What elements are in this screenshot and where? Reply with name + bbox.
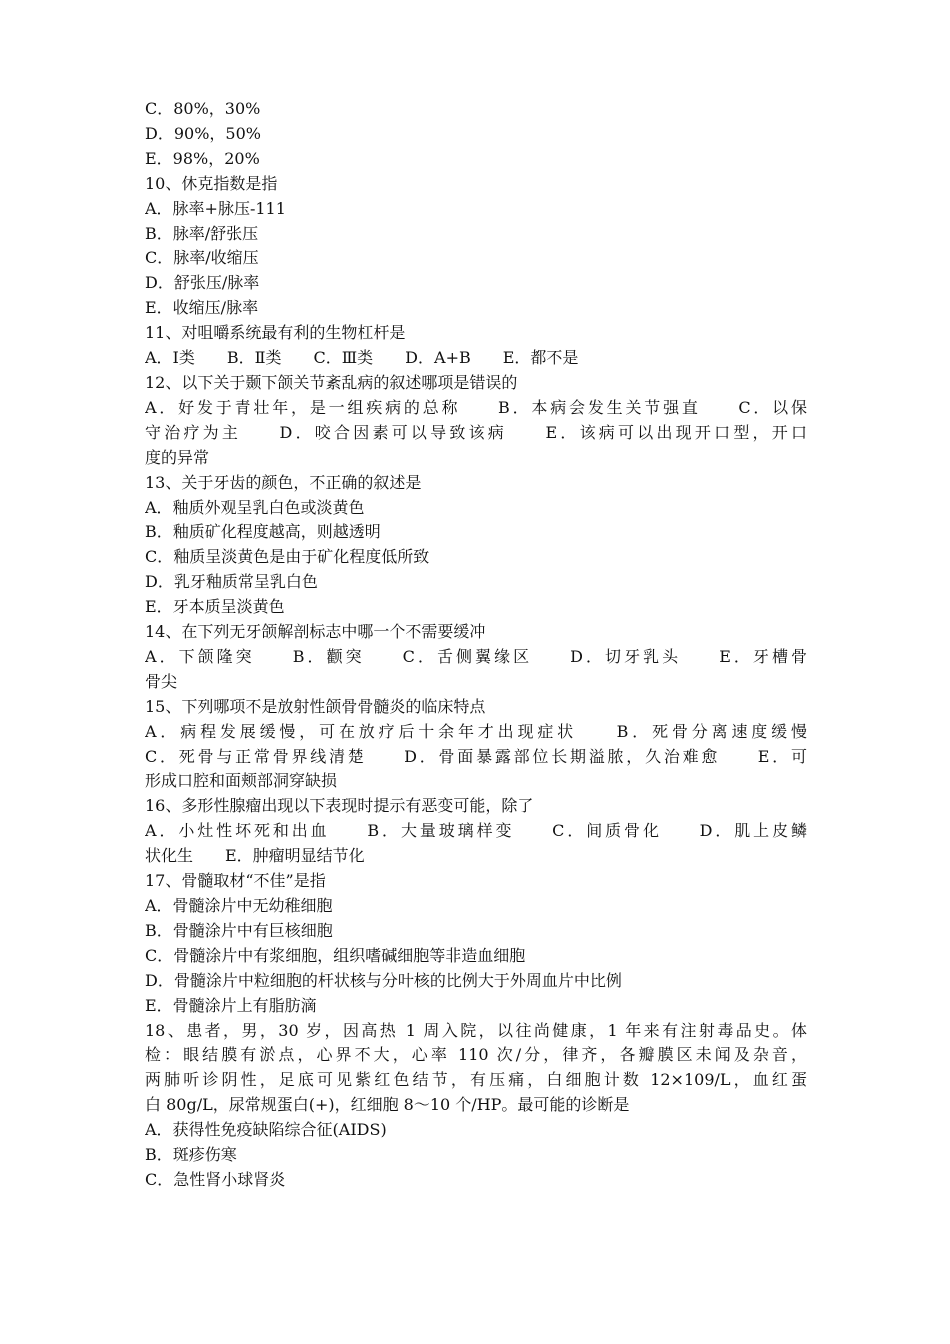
text-line: 两肺听诊阴性，足底可见紫红色结节，有压痛，白细胞计数 12×109/L，血红蛋 bbox=[145, 1070, 807, 1090]
text-line: A．釉质外观呈乳白色或淡黄色 bbox=[145, 497, 365, 517]
text-line: 11、对咀嚼系统最有利的生物杠杆是 bbox=[145, 323, 406, 343]
text-line: 17、骨髓取材“不佳”是指 bbox=[145, 871, 326, 891]
text-line: E．牙本质呈淡黄色 bbox=[145, 597, 285, 617]
text-line: C．急性肾小球肾炎 bbox=[145, 1169, 286, 1189]
text-line: D．舒张压/脉率 bbox=[145, 273, 260, 293]
text-line: C．80%，30% bbox=[145, 99, 261, 118]
text-line: B．斑疹伤寒 bbox=[145, 1145, 237, 1165]
text-line: 14、在下列无牙颌解剖标志中哪一个不需要缓冲 bbox=[145, 622, 486, 642]
text-line: B．脉率/舒张压 bbox=[145, 223, 259, 243]
text-line: A．小灶性坏死和出血 B．大量玻璃样变 C．间质骨化 D．肌上皮鳞 bbox=[145, 821, 807, 841]
text-line: 白 80g/L，尿常规蛋白(+)，红细胞 8～10 个/HP。最可能的诊断是 bbox=[145, 1095, 630, 1115]
text-line: B．釉质矿化程度越高，则越透明 bbox=[145, 522, 381, 542]
text-line: A．下颌隆突 B．颧突 C．舌侧翼缘区 D．切牙乳头 E．牙槽骨 bbox=[145, 646, 807, 666]
text-line: E．98%，20% bbox=[145, 148, 260, 168]
text-line: E．收缩压/脉率 bbox=[145, 298, 259, 318]
document-text-block bbox=[145, 97, 807, 1193]
text-line: B．骨髓涂片中有巨核细胞 bbox=[145, 920, 333, 940]
text-line: C．死骨与正常骨界线清楚 D．骨面暴露部位长期溢脓，久治难愈 E．可 bbox=[145, 746, 807, 766]
text-line: 形成口腔和面颊部洞穿缺损 bbox=[145, 771, 338, 791]
text-line: E．骨髓涂片上有脂肪滴 bbox=[145, 995, 317, 1015]
text-line: 检：眼结膜有淤点，心界不大，心率 110 次/分，律齐，各瓣膜区未闻及杂音， bbox=[145, 1045, 807, 1065]
text-line: C．骨髓涂片中有浆细胞，组织嗜碱细胞等非造血细胞 bbox=[145, 945, 526, 965]
text-line: 度的异常 bbox=[145, 447, 210, 467]
text-line: A．Ⅰ类 B．Ⅱ类 C．Ⅲ类 D．A+B E．都不是 bbox=[145, 348, 579, 368]
text-line: 15、下列哪项不是放射性颌骨骨髓炎的临床特点 bbox=[145, 696, 486, 716]
text-line: 12、以下关于颞下颌关节紊乱病的叙述哪项是错误的 bbox=[145, 372, 518, 392]
text-line: D．乳牙釉质常呈乳白色 bbox=[145, 572, 318, 592]
text-line: 10、休克指数是指 bbox=[145, 173, 278, 193]
text-line: 18、患者，男，30 岁，因高热 1 周入院，以往尚健康，1 年来有注射毒品史。体 bbox=[145, 1020, 807, 1040]
text-line: A．好发于青壮年，是一组疾病的总称 B．本病会发生关节强直 C．以保 bbox=[145, 397, 807, 417]
text-line: A．骨髓涂片中无幼稚细胞 bbox=[145, 896, 333, 915]
text-line: A．病程发展缓慢，可在放疗后十余年才出现症状 B．死骨分离速度缓慢 bbox=[145, 721, 807, 741]
text-line: 16、多形性腺瘤出现以下表现时提示有恶变可能，除了 bbox=[145, 796, 534, 816]
text-line: D．90%，50% bbox=[145, 123, 261, 143]
text-line: 守治疗为主 D．咬合因素可以导致该病 E．该病可以出现开口型，开口 bbox=[145, 422, 807, 442]
text-line: 13、关于牙齿的颜色，不正确的叙述是 bbox=[145, 472, 422, 492]
text-line: A．获得性免疫缺陷综合征(AIDS) bbox=[145, 1120, 387, 1140]
text-line: 骨尖 bbox=[145, 671, 178, 691]
text-line: A．脉率+脉压-111 bbox=[145, 198, 286, 218]
text-line: 状化生 E．肿瘤明显结节化 bbox=[145, 846, 365, 866]
text-line: D．骨髓涂片中粒细胞的杆状核与分叶核的比例大于外周血片中比例 bbox=[145, 970, 622, 990]
text-line: C．脉率/收缩压 bbox=[145, 248, 259, 268]
text-line: C．釉质呈淡黄色是由于矿化程度低所致 bbox=[145, 547, 430, 567]
